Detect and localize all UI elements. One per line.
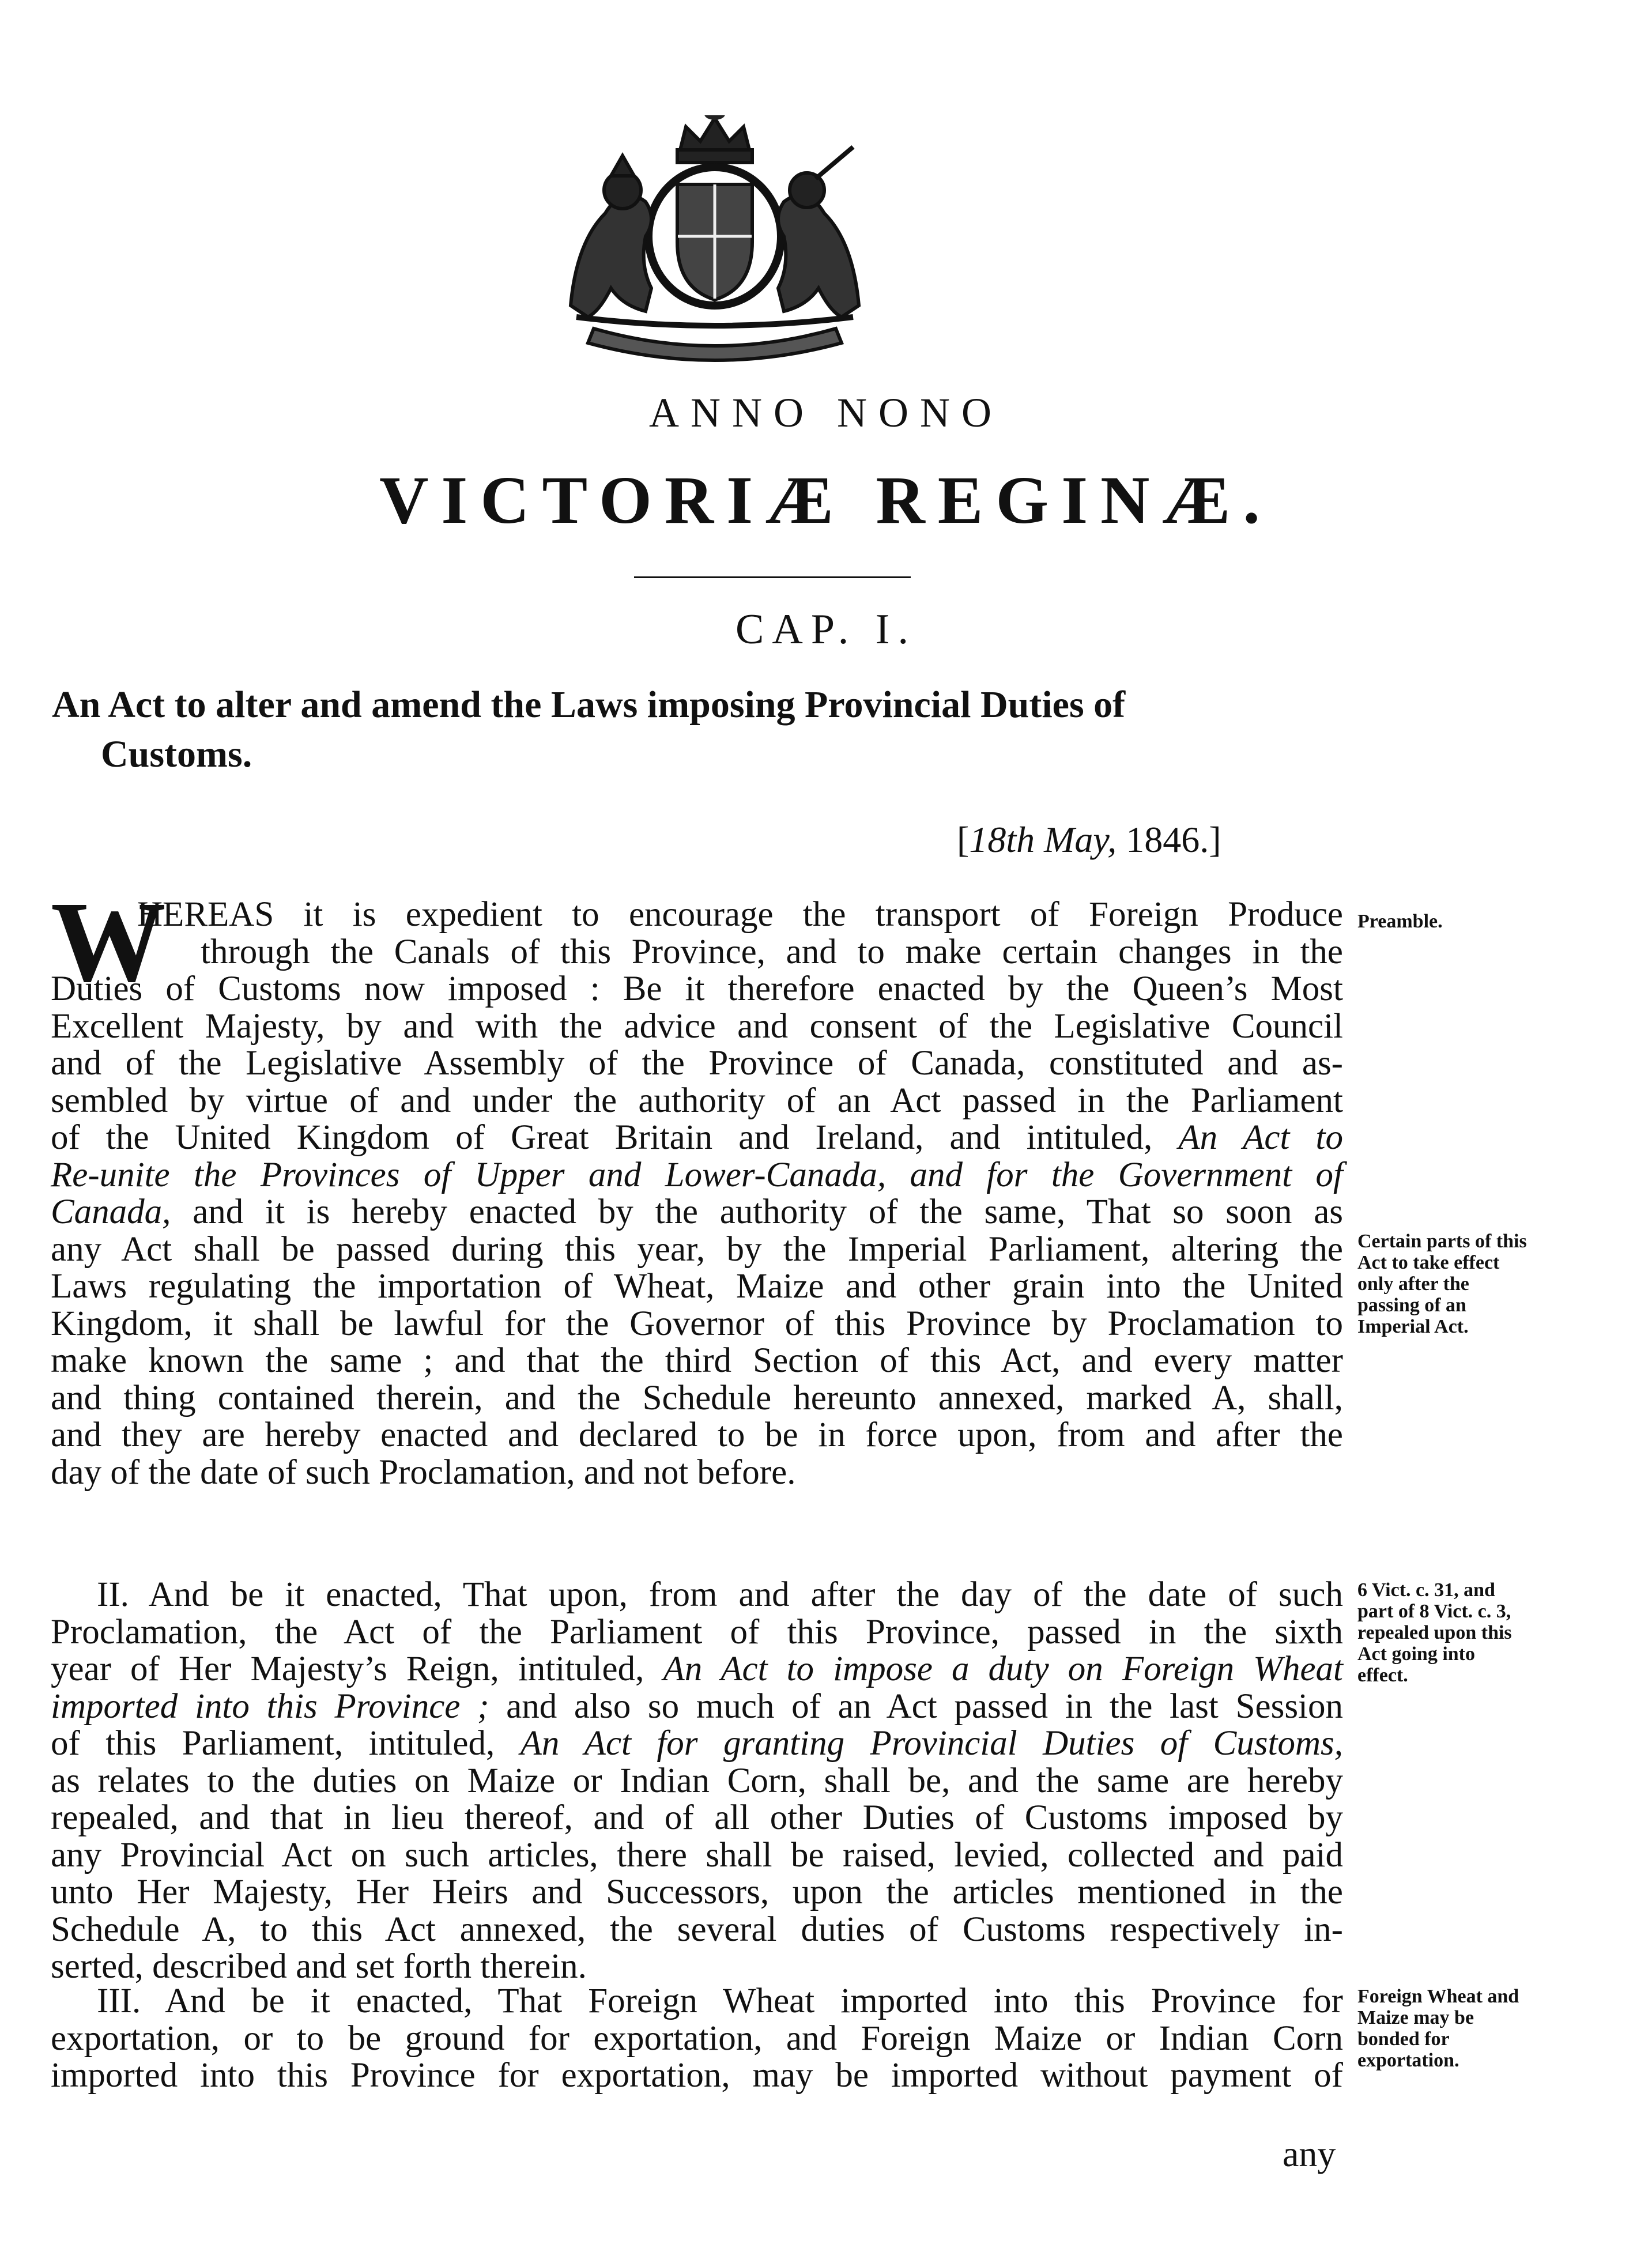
heading-anno-nono: ANNO NONO (649, 390, 1003, 436)
act-reference: An Act to impose a duty on Foreign Wheat (663, 1650, 1344, 1688)
text-line: serted, described and set forth therein. (51, 1947, 587, 1986)
drop-cap: W (51, 878, 166, 1006)
text-line: Duties of Customs now imposed : Be it therefore enacted by the Queen’s Most (51, 970, 1343, 1008)
text-line: HEREAS it is expedient to encourage the transport of Foreign Produce (137, 895, 1343, 934)
text-segment: and it is hereby enacted by the authority of the same, That so soon as (193, 1193, 1344, 1231)
text-segment: of this Parliament, intituled, (51, 1724, 495, 1763)
text-line (51, 1157, 1343, 1194)
act-reference: An Act to (1178, 1118, 1343, 1157)
act-title-line-2: Customs. (101, 733, 252, 775)
text-line: Schedule A, to this Act annexed, the several duties of Customs respectively in- (51, 1910, 1343, 1949)
text-line: II. And be it enacted, That upon, from and after the day of the date of such (97, 1575, 1343, 1614)
text-line: imported into this Province for exportation, may be imported without payment of (51, 2056, 1343, 2095)
text-line: exportation, or to be ground for exportation, and Foreign Maize or Indian Corn (51, 2019, 1343, 2058)
text-line: and of the Legislative Assembly of the Province of Canada, constituted and as- (51, 1044, 1343, 1082)
paragraph-section-2 (51, 1576, 1343, 1986)
act-reference: Re-unite the Provinces of Upper and Lower-Canada, and for the Government of (51, 1155, 1343, 1194)
act-title-line-1: An Act to alter and amend the Laws imposing Provincial Duties of (52, 684, 1126, 726)
assent-date (957, 819, 1221, 861)
text-line: Laws regulating the importation of Wheat, Maize and other grain into the United (51, 1267, 1343, 1306)
text-line: Kingdom, it shall be lawful for the Governor of this Province by Proclamation to (51, 1304, 1343, 1343)
text-line (51, 1651, 1343, 1688)
text-line: any Provincial Act on such articles, there shall be raised, levied, collected and paid (51, 1835, 1343, 1874)
act-reference: An Act for granting Provincial Duties of Customs, (520, 1724, 1344, 1763)
paragraph-section-3 (51, 1983, 1343, 2095)
text-segment: year of Her Majesty’s Reign, intituled, (51, 1650, 644, 1688)
text-line: as relates to the duties on Maize or Indian Corn, shall be, and the same are hereby (51, 1761, 1343, 1800)
text-line (51, 1688, 1343, 1726)
text-line: III. And be it enacted, That Foreign Wheat imported into this Province for (97, 1982, 1343, 2020)
act-title (52, 680, 1378, 779)
text-line: unto Her Majesty, Her Heirs and Successors, upon the articles mentioned in the (51, 1873, 1343, 1911)
act-reference: Canada, (51, 1193, 171, 1231)
text-line: Excellent Majesty, by and with the advice and consent of the Legislative Council (51, 1006, 1343, 1046)
act-reference: imported into this Province ; (51, 1687, 489, 1726)
text-segment: and also so much of an Act passed in the last Session (506, 1687, 1344, 1726)
text-line (51, 1194, 1343, 1231)
catchword: any (1283, 2133, 1336, 2174)
text-line: through the Canals of this Province, and to make certain changes in the (201, 932, 1343, 971)
text-line (51, 1725, 1343, 1763)
text-line: repealed, and that in lieu thereof, and of all other Duties of Customs imposed by (51, 1798, 1343, 1837)
heading-victoriae-reginae: VICTORIÆ REGINÆ. (379, 462, 1273, 538)
margin-note-foreign-wheat: Foreign Wheat and Maize may be bonded for exportation. (1357, 1986, 1519, 2071)
text-segment: of the United Kingdom of Great Britain and Ireland, and intituled, (51, 1118, 1153, 1157)
date-day: 18th May, (969, 819, 1117, 860)
text-line: sembled by virtue of and under the authority of an Act passed in the Parliament (51, 1081, 1343, 1120)
margin-note-repealed: 6 Vict. c. 31, and part of 8 Vict. c. 3, repealed upon this Act going into effect. (1357, 1579, 1512, 1686)
text-line: Proclamation, the Act of the Parliament of this Province, passed in the sixth (51, 1612, 1343, 1651)
heading-divider (634, 576, 911, 578)
text-line: make known the same ; and that the third Section of this Act, and every matter (51, 1341, 1343, 1380)
text-line: day of the date of such Proclamation, and not before. (51, 1453, 796, 1492)
chapter-number: CAP. I. (736, 606, 916, 653)
text-line: any Act shall be passed during this year, by the Imperial Parliament, altering the (51, 1229, 1343, 1269)
royal-coat-of-arms-icon (507, 115, 922, 369)
paragraph-preamble (51, 896, 1343, 1491)
text-line (51, 1119, 1343, 1157)
text-line: and they are hereby enacted and declared to be in force upon, from and after the (51, 1416, 1343, 1454)
text-line: and thing contained therein, and the Schedule hereunto annexed, marked A, shall, (51, 1378, 1343, 1417)
margin-note-preamble: Preamble. (1357, 911, 1443, 932)
date-bracket: [ (957, 819, 970, 860)
margin-note-certain-parts: Certain parts of this Act to take effect only after the passing of an Imperial Act. (1357, 1231, 1527, 1337)
date-year: 1846.] (1117, 819, 1221, 860)
